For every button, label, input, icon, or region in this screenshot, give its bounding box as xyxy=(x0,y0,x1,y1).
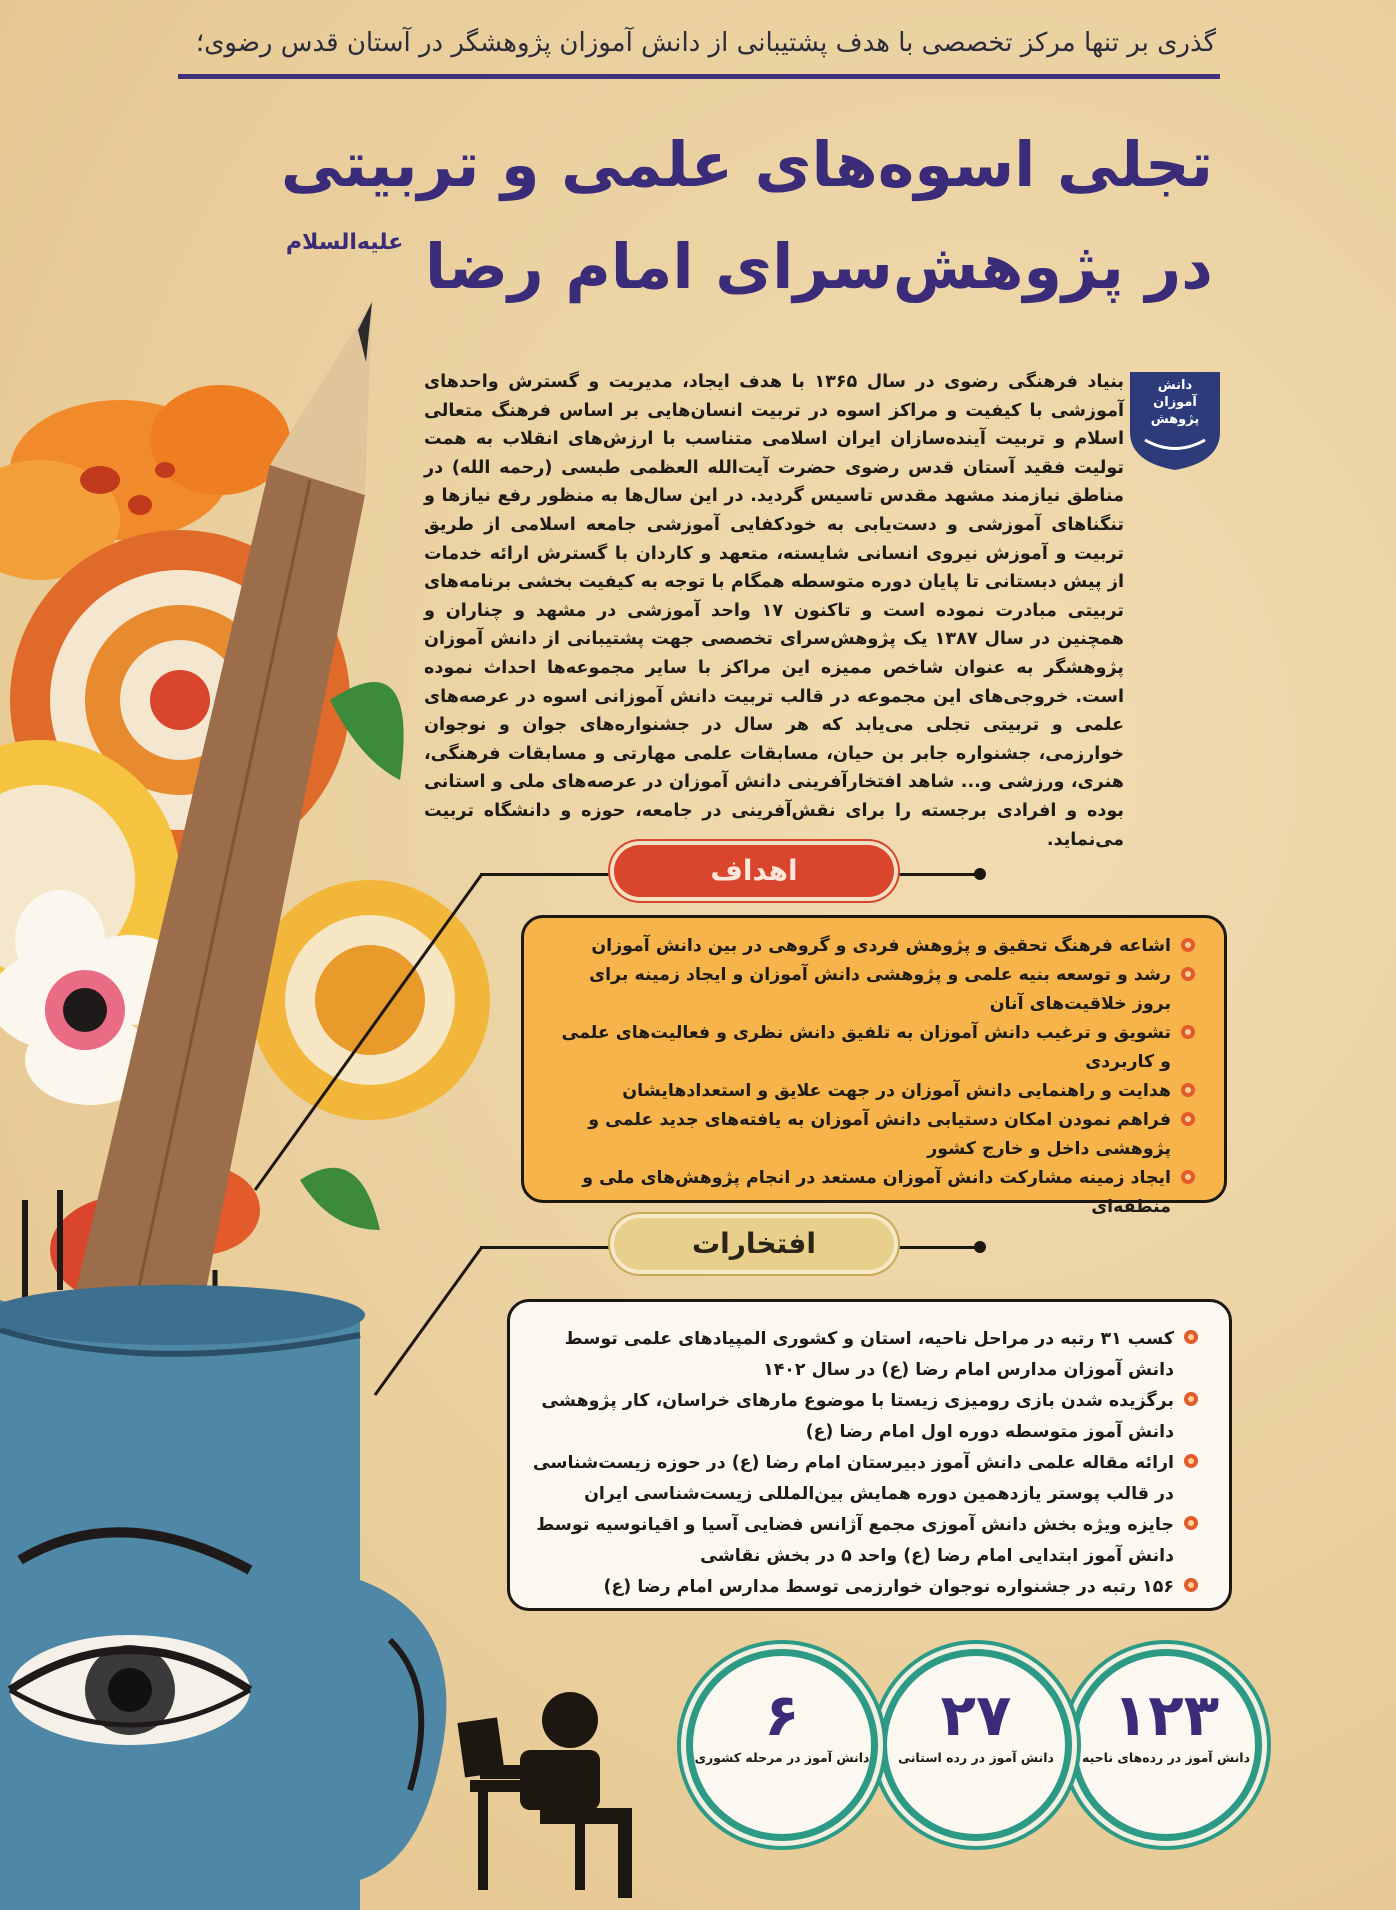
bullet-icon xyxy=(1184,1578,1198,1592)
list-item xyxy=(555,961,1195,1019)
stat-caption: دانش آموز در مرحله کشوری xyxy=(694,1750,870,1765)
list-item xyxy=(532,1324,1198,1386)
stat-value: ۲۷ xyxy=(940,1681,1012,1749)
list-item xyxy=(532,1448,1198,1510)
bullet-icon xyxy=(1181,1025,1195,1039)
honor-text: کسب ۳۱ رتبه در مراحل ناحیه، استان و کشوری المپیادهای علمی توسط دانش آموزان مدارس امام رضا (ع) در سال ۱۴۰۲ xyxy=(564,1329,1174,1380)
stat-value: ۶ xyxy=(764,1681,800,1749)
list-item xyxy=(555,1077,1195,1106)
goal-text: ایجاد زمینه مشارکت دانش آموزان مستعد در انجام پژوهش‌های ملی و منطقه‌ای xyxy=(582,1168,1171,1217)
stat-provincial xyxy=(887,1656,1065,1834)
intro-paragraph: بنیاد فرهنگی رضوی در سال ۱۳۶۵ با هدف ایجاد، مدیریت و گسترش واحدهای آموزشی با کیفیت و مراکز اسوه در تربیت انسان‌هایی بر اساس فرهنگ متعالی اسلام و تربیت آینده‌سازان ایران اسلامی متناسب با ارزش‌های انقلاب به همت تولیت فقید آستان قدس رضوی حضرت آیت‌الله العظمی طبسی (رحمه الله) در مناطق نیازمند مشهد مقدس تاسیس گردید. در این سال‌ها به منظور رفع نیازها و تنگناهای آموزشی و دست‌یابی به خودکفایی آموزشی جامعه اسلامی از طریق تربیت و آموزش نیروی انسانی شایسته، متعهد و کاردان با گسترش ارائه خدمات از پیش دبستانی تا پایان دوره متوسطه همگام با توجه به کیفیت بخشی برنامه‌های تربیتی مبادرت نموده است و تاکنون ۱۷ واحد آموزشی در مشهد و چناران و همچنین در سال ۱۳۸۷ یک پژوهش‌سرای تخصصی جهت پشتیبانی از دانش آموزان پژوهشگر به عنوان شاخص ممیزه این مراکز با سایر مجموعه‌ها احداث نموده است. خروجی‌های این مجموعه در قالب تربیت دانش آموزانی اسوه در عرصه‌های علمی و تربیتی تجلی می‌یابد که هر سال در جشنواره‌های جوان و نوجوان خوارزمی، جشنواره جابر بن حیان، مسابقات علمی مهارتی و مسابقات فرهنگی، هنری، ورزشی و... شاهد افتخارآفرینی دانش آموزان در عرصه‌های ملی و استانی بوده و افرادی برجسته را برای نقش‌آفرینی در جامعه، حوزه و دانشگاه تربیت می‌نماید. xyxy=(424,372,1124,850)
list-item xyxy=(532,1386,1198,1448)
stat-regional xyxy=(1077,1656,1255,1834)
honors-heading: افتخارات xyxy=(614,1218,894,1270)
goal-text: هدایت و راهنمایی دانش آموزان در جهت علایق و استعدادهایشان xyxy=(622,1081,1171,1101)
bullet-icon xyxy=(1181,1083,1195,1097)
honors-list xyxy=(532,1324,1198,1603)
bullet-icon xyxy=(1181,1112,1195,1126)
goals-heading: اهداف xyxy=(614,845,894,897)
bullet-icon xyxy=(1184,1330,1198,1344)
bullet-icon xyxy=(1181,967,1195,981)
page-title-line-2-text: در پژوهش‌سرای امام رضا xyxy=(424,230,1213,303)
honor-text: ۱۵۶ رتبه در جشنواره نوجوان خوارزمی توسط مدارس امام رضا (ع) xyxy=(603,1577,1174,1597)
bullet-icon xyxy=(1181,938,1195,952)
goal-text: اشاعه فرهنگ تحقیق و پژوهش فردی و گروهی در بین دانش آموزان xyxy=(591,936,1171,956)
honor-text: ارائه مقاله علمی دانش آموز دبیرستان امام رضا (ع) در حوزه زیست‌شناسی در قالب پوستر یازدهمین دوره همایش بین‌المللی زیست‌شناسی ایران xyxy=(532,1453,1174,1504)
stat-value: ۱۲۳ xyxy=(1112,1681,1220,1749)
bullet-icon xyxy=(1184,1516,1198,1530)
goal-text: تشویق و ترغیب دانش آموزان به تلفیق دانش نظری و فعالیت‌های علمی و کاربردی xyxy=(561,1023,1171,1072)
stat-national xyxy=(693,1656,871,1834)
page-title-line-1: تجلی اسوه‌های علمی و تربیتی xyxy=(280,128,1213,201)
list-item xyxy=(555,1019,1195,1077)
honor-text: برگزیده شدن بازی رومیزی زیستا با موضوع مارهای خراسان، کار پژوهشی دانش آموز متوسطه دوره اول امام رضا (ع) xyxy=(541,1391,1174,1442)
goal-text: فراهم نمودن امکان دستیابی دانش آموزان به یافته‌های جدید علمی و پژوهشی داخل و خارج کشور xyxy=(588,1110,1171,1159)
list-item xyxy=(555,932,1195,961)
list-item xyxy=(532,1510,1198,1572)
bullet-icon xyxy=(1184,1392,1198,1406)
badge-label: دانش آموزان پژوهش xyxy=(1150,378,1200,427)
list-item xyxy=(532,1572,1198,1603)
goals-list xyxy=(555,932,1195,1222)
stat-caption: دانش آموز در رده‌های ناحیه xyxy=(1081,1750,1251,1765)
kicker-text: گذری بر تنها مرکز تخصصی با هدف پشتیبانی از دانش آموزان پژوهشگر در آستان قدس رضوی؛ xyxy=(195,28,1216,58)
list-item xyxy=(555,1164,1195,1222)
stat-caption: دانش آموز در رده استانی xyxy=(898,1750,1054,1765)
honorific-text: علیه‌السلام xyxy=(285,230,404,255)
goal-text: رشد و توسعه بنیه علمی و پژوهشی دانش آموزان و ایجاد زمینه برای بروز خلاقیت‌های آنان xyxy=(589,965,1171,1014)
bullet-icon xyxy=(1181,1170,1195,1184)
list-item xyxy=(555,1106,1195,1164)
honor-text: جایزه ویژه بخش دانش آموزی مجمع آژانس فضایی آسیا و اقیانوسیه توسط دانش آموز ابتدایی امام رضا (ع) واحد ۵ در بخش نقاشی xyxy=(536,1515,1174,1566)
bullet-icon xyxy=(1184,1454,1198,1468)
